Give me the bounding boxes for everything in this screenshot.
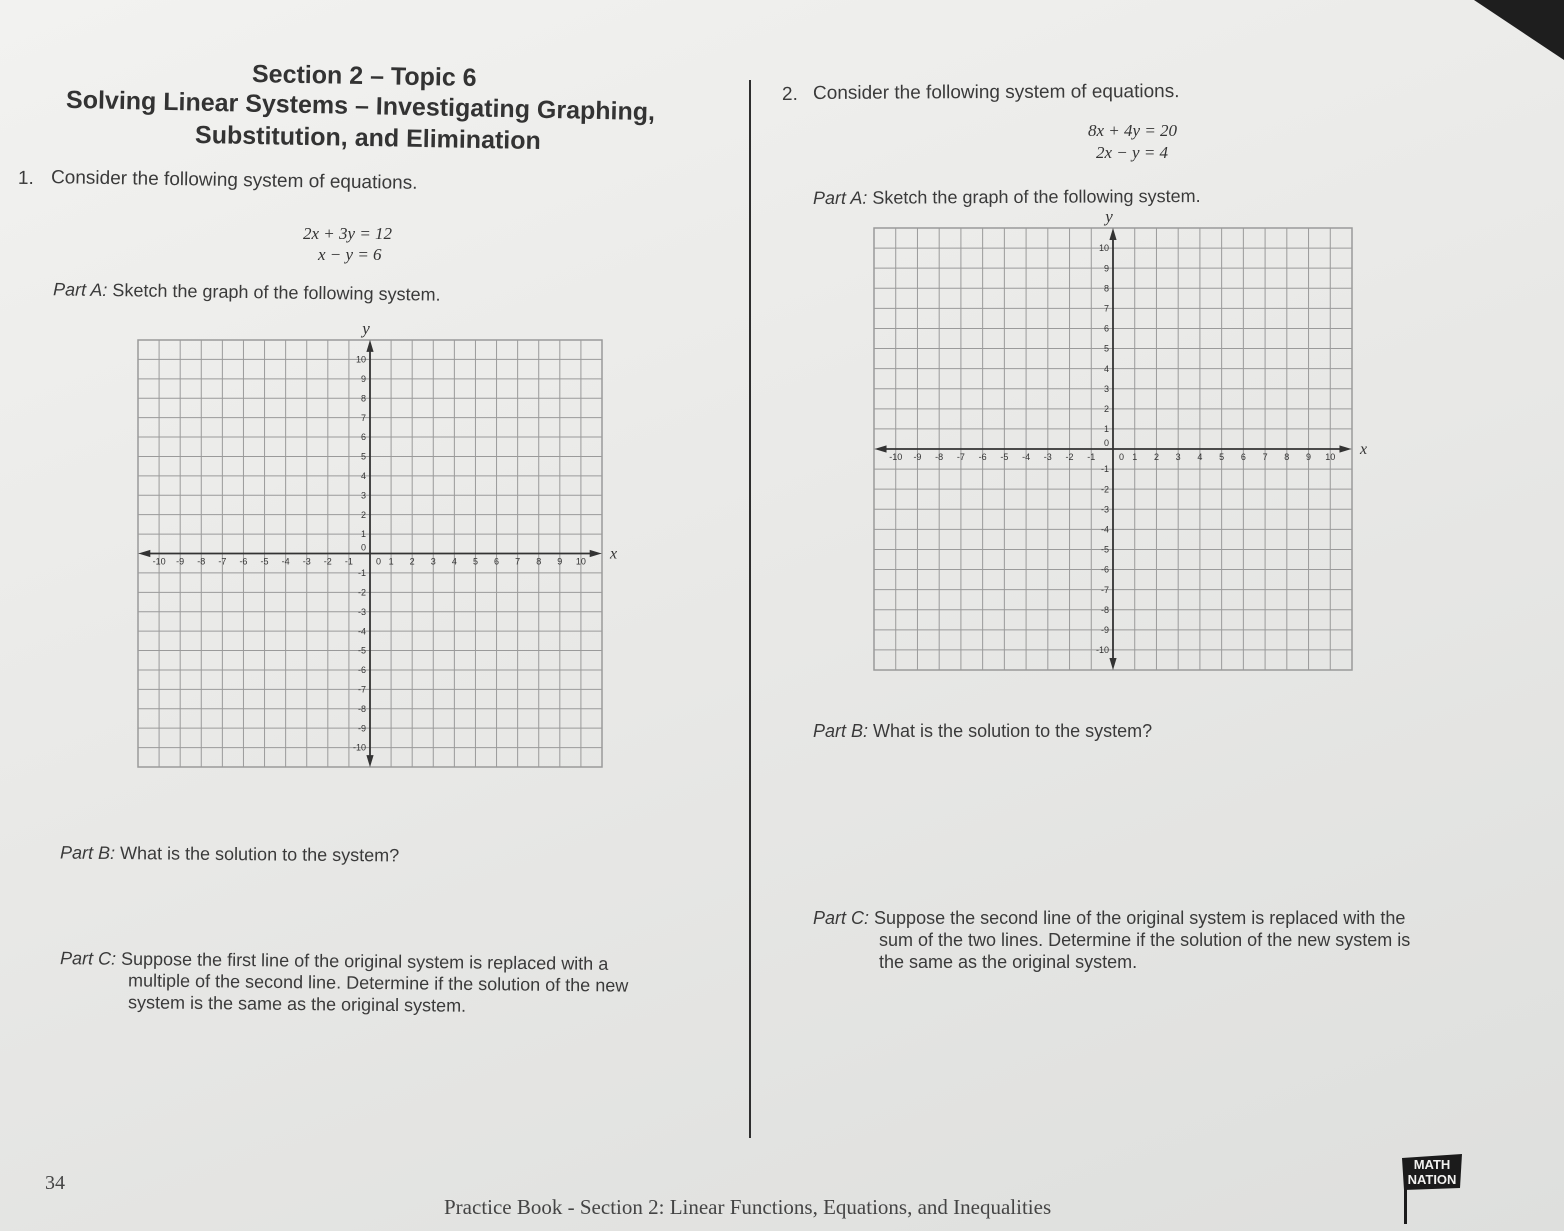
x-tick-label: 8 — [1284, 452, 1290, 462]
x-tick-label: 7 — [1262, 452, 1268, 462]
y-tick-label: 6 — [360, 432, 366, 443]
footer-title: Practice Book - Section 2: Linear Functions, Equations, and Inequalities — [444, 1195, 1052, 1219]
y-tick-label: -3 — [1100, 504, 1109, 515]
problem2-coordinate-grid — [868, 210, 1370, 672]
origin-label-x: 0 — [376, 556, 382, 567]
origin-label-y: 0 — [360, 542, 366, 553]
problem1-part-a-text: Sketch the graph of the following system. — [112, 280, 441, 305]
x-tick-label: 10 — [575, 556, 586, 567]
y-tick-label: 7 — [360, 412, 366, 423]
y-tick-label: 10 — [355, 354, 366, 365]
y-tick-label: -4 — [357, 626, 366, 637]
y-tick-label: -6 — [1100, 564, 1109, 575]
x-tick-label: 5 — [1219, 452, 1225, 462]
problem2-part-b-label: Part B: — [813, 721, 869, 741]
y-tick-label: 6 — [1103, 323, 1109, 334]
x-tick-label: -3 — [302, 556, 311, 567]
problem1-prompt: Consider the following system of equations. — [50, 167, 418, 194]
y-tick-label: -5 — [357, 645, 366, 656]
y-tick-label: -6 — [357, 665, 366, 676]
x-tick-label: 1 — [388, 556, 394, 567]
x-tick-label: -8 — [935, 452, 944, 462]
column-divider — [749, 80, 751, 1138]
page-number: 34 — [45, 1172, 65, 1194]
x-axis-arrow-right — [590, 550, 602, 557]
x-tick-label: -10 — [889, 452, 903, 462]
y-tick-label: 1 — [1103, 424, 1109, 435]
problem2-part-c-label: Part C: — [813, 908, 870, 928]
x-tick-label: 10 — [1325, 452, 1336, 462]
problem1-equation-1: 2x + 3y = 12 — [303, 224, 393, 243]
x-tick-label: -6 — [239, 556, 248, 567]
x-tick-label: 2 — [409, 556, 415, 567]
y-tick-label: 7 — [1103, 303, 1109, 314]
problem2-part-c-text-2: sum of the two lines. Determine if the solution of the new system is — [879, 930, 1411, 950]
problem2-part-b-text: What is the solution to the system? — [873, 721, 1153, 741]
x-tick-label: 8 — [536, 556, 542, 567]
y-tick-label: 9 — [1103, 263, 1109, 274]
math-nation-logo — [1398, 1152, 1466, 1192]
y-axis-arrow-down — [366, 755, 373, 767]
y-tick-label: -7 — [1100, 584, 1109, 595]
problem1-part-a-label: Part A: — [52, 279, 108, 301]
x-tick-label: -2 — [1065, 452, 1074, 462]
problem2-part-c-text-3: the same as the original system. — [879, 952, 1138, 972]
x-tick-label: -2 — [323, 556, 332, 567]
logo-text-nation: NATION — [1407, 1172, 1457, 1187]
origin-label-x: 0 — [1119, 452, 1125, 462]
x-tick-label: -7 — [218, 556, 227, 567]
y-tick-label: 4 — [360, 471, 366, 482]
y-tick-label: 4 — [1103, 363, 1109, 374]
y-tick-label: -10 — [352, 742, 366, 753]
x-tick-label: 6 — [1240, 452, 1246, 462]
y-tick-label: 10 — [1098, 243, 1109, 254]
origin-label-y: 0 — [1103, 438, 1109, 448]
x-tick-label: 3 — [430, 556, 436, 567]
x-axis-label: x — [1360, 441, 1368, 458]
y-tick-label: 8 — [360, 393, 366, 404]
problem1-part-c-text-2: multiple of the second line. Determine if the solution of the new — [127, 970, 629, 996]
problem2-part-a — [813, 186, 1201, 209]
y-axis-arrow-up — [366, 340, 373, 352]
problem1-number: 1. — [17, 167, 35, 190]
y-tick-label: -4 — [1100, 524, 1109, 535]
y-tick-label: 9 — [360, 373, 366, 384]
x-tick-label: 6 — [494, 556, 500, 567]
y-tick-label: -2 — [1100, 484, 1109, 495]
x-tick-label: -10 — [152, 556, 166, 567]
problem1-part-b-text: What is the solution to the system? — [119, 843, 400, 866]
x-axis-arrow-left — [875, 445, 887, 452]
y-axis-label: y — [1105, 210, 1113, 226]
section-title: Section 2 – Topic 6 — [251, 60, 477, 92]
y-tick-label: 3 — [1103, 383, 1109, 394]
problem2-part-c-text-1: Suppose the second line of the original system is replaced with the — [874, 908, 1406, 928]
problem1-part-c-label: Part C: — [59, 948, 117, 969]
x-axis-arrow-right — [1339, 445, 1351, 452]
problem2-number: 2. — [781, 83, 798, 106]
y-tick-label: -7 — [357, 684, 366, 695]
problem2-equation-2: 2x − y = 4 — [1096, 143, 1169, 162]
problem1-part-a — [53, 279, 441, 305]
y-axis-arrow-up — [1109, 228, 1116, 240]
x-tick-label: -7 — [956, 452, 965, 462]
problem1-part-c-text-1: Suppose the first line of the original system is replaced with a — [120, 948, 609, 974]
y-tick-label: 3 — [360, 490, 366, 501]
y-tick-label: 1 — [360, 529, 366, 540]
y-tick-label: -3 — [357, 606, 366, 617]
x-tick-label: 7 — [515, 556, 521, 567]
problem2-part-a-label: Part A: — [812, 187, 868, 209]
x-tick-label: -5 — [260, 556, 269, 567]
x-tick-label: 4 — [1197, 452, 1203, 462]
y-axis-label: y — [362, 322, 370, 338]
logo-text-math: MATH — [1413, 1157, 1451, 1172]
problem2-part-c-line1 — [813, 908, 1405, 929]
problem2-prompt: Consider the following system of equations. — [812, 81, 1180, 104]
x-tick-label: 1 — [1132, 452, 1138, 462]
x-tick-label: -5 — [1000, 452, 1009, 462]
y-tick-label: 8 — [1103, 283, 1109, 294]
page-corner-shadow — [1474, 0, 1564, 60]
y-tick-label: -5 — [1100, 544, 1109, 555]
x-tick-label: 9 — [1306, 452, 1312, 462]
x-tick-label: 4 — [451, 556, 457, 567]
topic-subtitle: Substitution, and Elimination — [194, 120, 542, 156]
problem1-part-b-label: Part B: — [59, 842, 116, 863]
x-tick-label: -3 — [1043, 452, 1052, 462]
y-tick-label: -9 — [1100, 624, 1109, 635]
x-axis-arrow-left — [138, 550, 150, 557]
x-tick-label: 3 — [1175, 452, 1181, 462]
x-tick-label: -1 — [1087, 452, 1096, 462]
y-tick-label: -8 — [1100, 604, 1109, 615]
y-tick-label: -9 — [357, 723, 366, 734]
problem1-coordinate-grid — [132, 322, 618, 777]
y-tick-label: -10 — [1095, 645, 1109, 656]
problem2-equation-1: 8x + 4y = 20 — [1088, 121, 1178, 140]
x-tick-label: 9 — [557, 556, 563, 567]
y-tick-label: 5 — [1103, 343, 1109, 354]
y-tick-label: -2 — [357, 587, 366, 598]
x-tick-label: 2 — [1153, 452, 1159, 462]
x-tick-label: -8 — [197, 556, 206, 567]
problem2-part-b — [813, 721, 1152, 742]
problem1-part-b — [60, 843, 399, 867]
y-tick-label: 2 — [1103, 403, 1109, 414]
y-tick-label: -1 — [1100, 464, 1109, 475]
x-tick-label: -9 — [913, 452, 922, 462]
problem1-equation-2: x − y = 6 — [318, 245, 382, 264]
x-tick-label: -4 — [281, 556, 290, 567]
problem1-part-c-text-3: system is the same as the original system. — [127, 992, 467, 1016]
y-tick-label: 2 — [360, 509, 366, 520]
topic-title: Solving Linear Systems – Investigating Graphing, — [65, 85, 656, 127]
y-axis-arrow-down — [1109, 658, 1116, 670]
y-tick-label: -8 — [357, 703, 366, 714]
x-tick-label: -4 — [1022, 452, 1031, 462]
x-tick-label: -9 — [176, 556, 185, 567]
x-tick-label: 5 — [472, 556, 478, 567]
y-tick-label: 5 — [360, 451, 366, 462]
x-tick-label: -6 — [978, 452, 987, 462]
y-tick-label: -1 — [357, 568, 366, 579]
x-tick-label: -1 — [344, 556, 353, 567]
problem2-part-a-text: Sketch the graph of the following system. — [872, 185, 1201, 208]
x-axis-label: x — [610, 545, 618, 563]
